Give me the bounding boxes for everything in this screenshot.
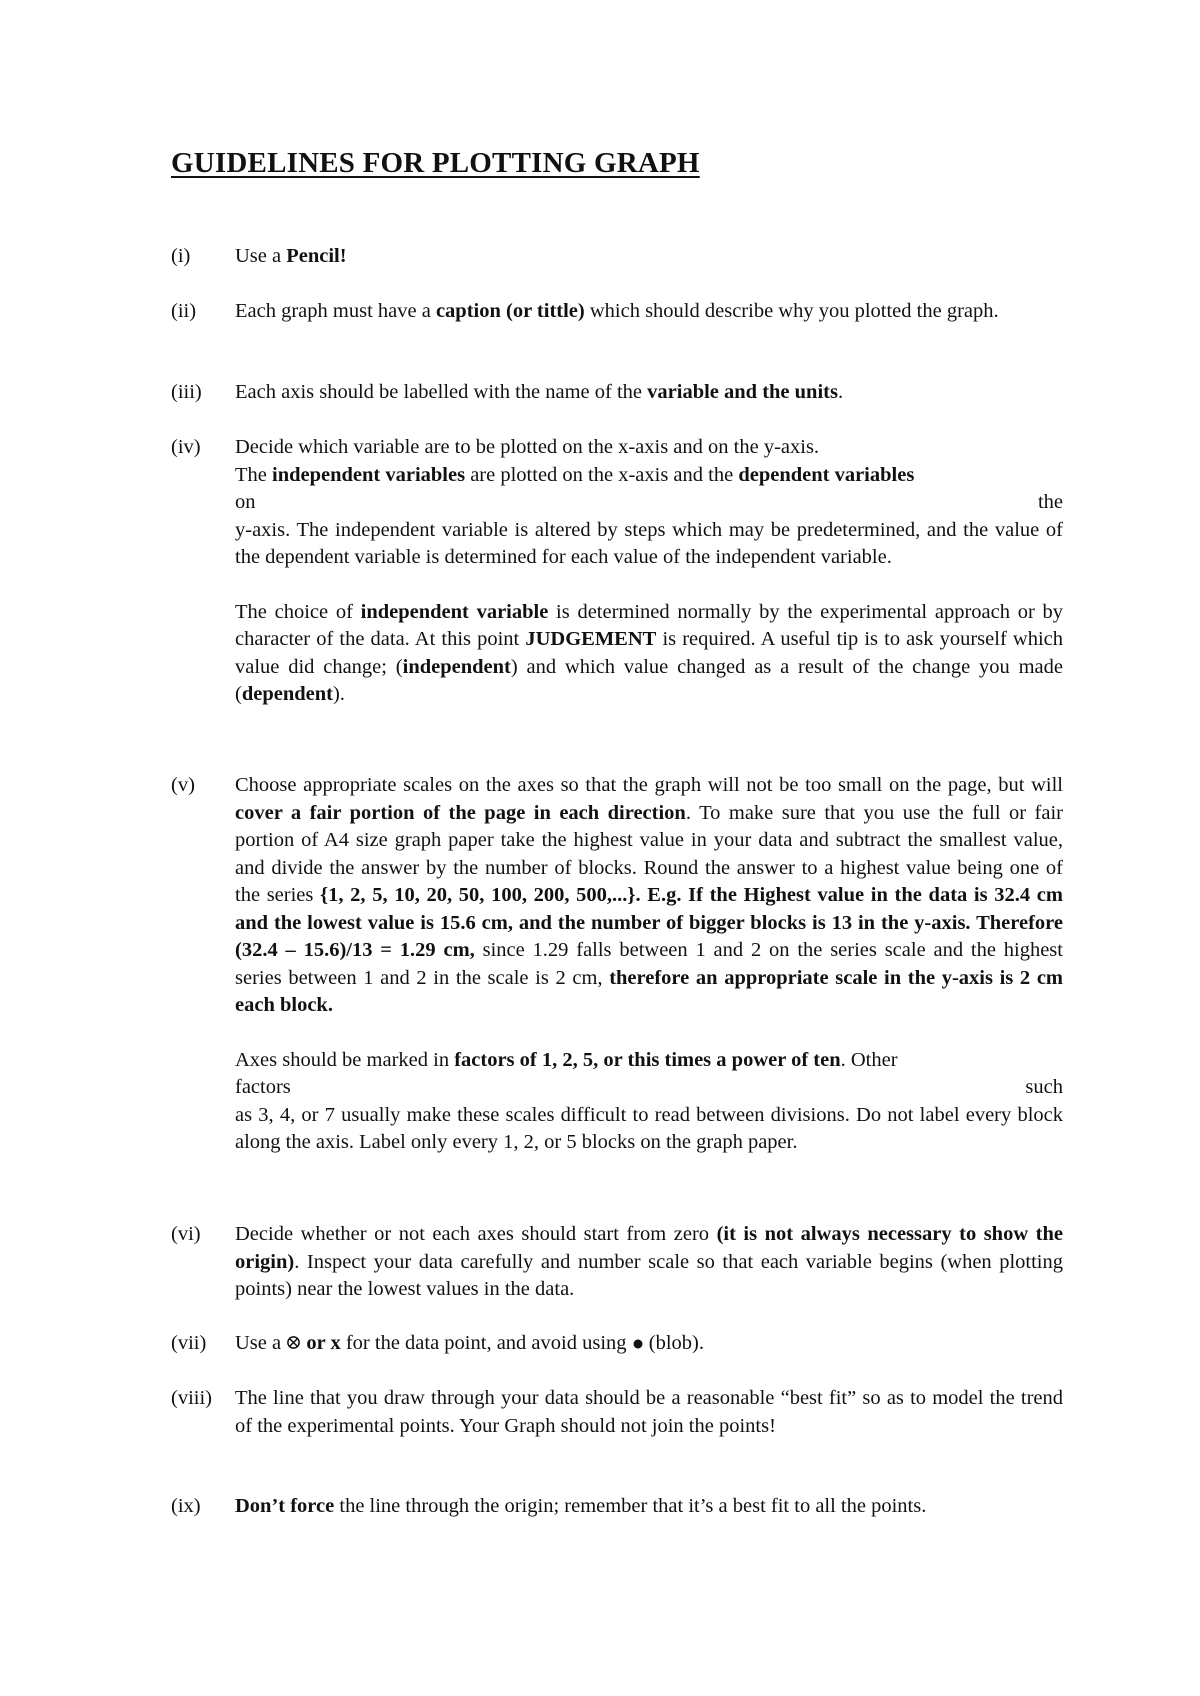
item-text: Each graph must have a caption (or tittle) which should describe why you plotted the graph. <box>235 300 999 322</box>
item-paragraph: y-axis. The independent variable is altered by steps which may be predetermined, and the value of the dependent variable is determined for each value of the independent variable. <box>235 518 1063 568</box>
guideline-item-7 <box>171 1330 1071 1358</box>
item-text: Use a or x for the data point, and avoid using (blob). <box>235 1332 705 1354</box>
item-paragraph: Axes should be marked in factors of 1, 2, 5, or this times a power of ten. Other <box>235 1048 898 1071</box>
guideline-item-6 <box>171 1221 1071 1304</box>
item-paragraph: as 3, 4, or 7 usually make these scales difficult to read between divisions. Do not label every block along the axis. Label only every 1, 2, or 5 blocks on the graph paper. <box>235 1103 1063 1153</box>
item-number: (iv) <box>171 436 201 458</box>
item-paragraph: Choose appropriate scales on the axes so that the graph will not be too small on the page, but will cover a fair portion of the page in each direction. To make sure that you use the full or fair portion of A4 size graph paper take the highest value in your data and subtract the smallest value, and divide the answer by the number of blocks. Round the answer to a highest value being one of the series {1, 2, 5, 10, 20, 50, 100, 200, 500,...}. E.g. If the Highest value in the data is 32.4 cm and the lowest value is 15.6 cm, and the number of bigger blocks is 13 in the y-axis. Therefore (32.4 – 15.6)/13 = 1.29 cm, since 1.29 falls between 1 and 2 on the series scale and the highest series between 1 and 2 in the scale is 2 cm, therefore an appropriate scale in the y-axis is 2 cm each block. <box>235 774 1063 1016</box>
item-number: (viii) <box>171 1387 212 1409</box>
item-line: on the <box>235 491 1063 513</box>
guideline-item-4 <box>171 434 1071 709</box>
item-text: Decide whether or not each axes should start from zero (it is not always necessary to show the origin). Inspect your data carefully and number scale so that each variable begins (when plotting points) near the lowest values in the data. <box>235 1223 1063 1300</box>
item-text: Don’t force the line through the origin; remember that it’s a best fit to all the points. <box>235 1495 927 1517</box>
guideline-item-5 <box>171 772 1071 1157</box>
item-number: (ix) <box>171 1495 201 1517</box>
blob-icon <box>632 1338 644 1350</box>
item-number: (ii) <box>171 300 197 322</box>
item-number: (i) <box>171 245 191 267</box>
item-number: (v) <box>171 774 195 796</box>
guideline-item-8 <box>171 1385 1071 1440</box>
item-text: Each axis should be labelled with the name of the variable and the units. <box>235 381 844 403</box>
guideline-item-2 <box>171 298 1071 326</box>
circled-x-icon <box>286 1335 301 1350</box>
guideline-item-3 <box>171 379 1071 407</box>
item-text: Use a Pencil! <box>235 245 347 267</box>
item-line: factors such <box>235 1076 1063 1098</box>
guideline-item-1 <box>171 243 1071 271</box>
guideline-item-9 <box>171 1493 1071 1521</box>
item-number: (iii) <box>171 381 202 403</box>
item-line: The independent variables are plotted on the x-axis and the dependent variables <box>235 463 915 486</box>
item-line: Decide which variable are to be plotted on the x-axis and on the y-axis. <box>235 436 820 458</box>
item-number: (vi) <box>171 1223 201 1245</box>
item-number: (vii) <box>171 1332 207 1354</box>
page-title: GUIDELINES FOR PLOTTING GRAPH <box>171 147 700 179</box>
item-paragraph: The choice of independent variable is determined normally by the experimental approach or by character of the data. At this point JUDGEMENT is required. A useful tip is to ask yourself which value did change; (independent) and which value changed as a result of the change you made (dependent). <box>235 600 1063 705</box>
item-text: The line that you draw through your data should be a reasonable “best fit” so as to model the trend of the experimental points. Your Graph should not join the points! <box>235 1387 1063 1437</box>
item-text <box>235 772 1063 1157</box>
item-text <box>235 434 1063 709</box>
